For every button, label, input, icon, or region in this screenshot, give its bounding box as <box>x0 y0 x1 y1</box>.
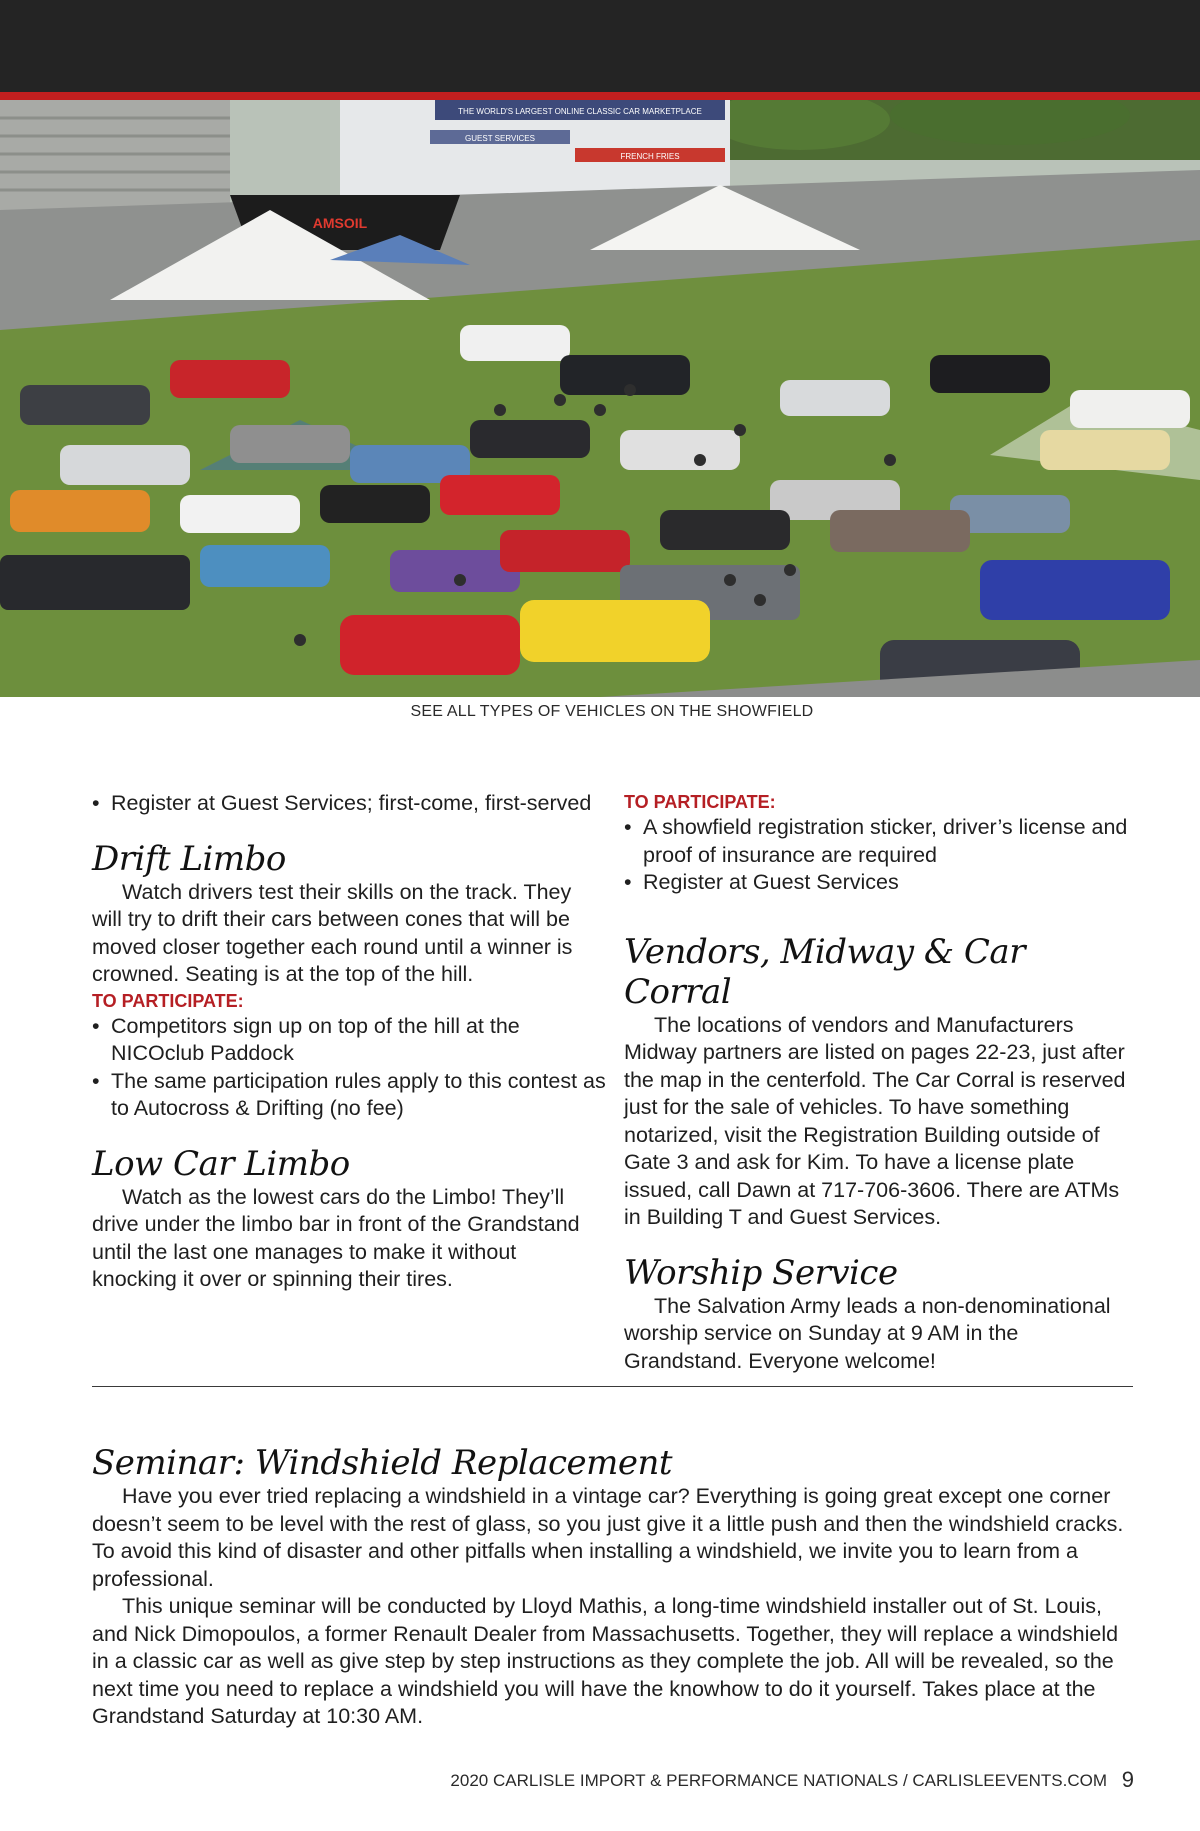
seminar-paragraph: This unique seminar will be conducted by Lloyd Mathis, a long-time windshield installer out of St. Louis, and Nick Dimopoulos, a former Renault Dealer from Massachusetts. Together, they will replace a windshield in a classic car as well as give step by step instructions as they complete the job. All will be revealed, so the next time you need to replace a windshield you will have the knowhow to do it yourself. Takes place at the Grandstand Saturday at 10:30 AM. <box>92 1594 1119 1728</box>
photo-sign-marketplace: THE WORLD'S LARGEST ONLINE CLASSIC CAR MARKETPLACE <box>458 107 702 116</box>
header-accent-stripe <box>0 92 1200 100</box>
worship-heading: Worship Service <box>624 1252 898 1293</box>
participate-bullet-list <box>624 814 1134 897</box>
footer-separator: / <box>902 1771 908 1790</box>
photo-sign-fries: FRENCH FRIES <box>620 152 680 161</box>
drift-limbo-bullet-list <box>92 1013 606 1123</box>
seminar-paragraph: Have you ever tried replacing a windshield in a vintage car? Everything is going great except one corner doesn’t seem to be level with the rest of glass, so you just give it a little push and then the windshield cracks. To avoid this kind of disaster and other pitfalls when installing a windshield, we invite you to learn from a professional. <box>92 1484 1124 1591</box>
vendors-text: The locations of vendors and Manufacturers Midway partners are listed on pages 22-23, just after the map in the centerfold. The Car Corral is reserved just for the sale of vehicles. To have something notarized, visit the Registration Building outside of Gate 3 and ask for Kim. To have a license plate issued, call Dawn at 717-706-3606. There are ATMs in Building T and Guest Services. <box>624 1012 1126 1229</box>
page-header-band <box>0 0 1200 92</box>
drift-limbo-bullet-item: • The same participation rules apply to this contest as to Autocross & Drifting (no fee) <box>92 1068 606 1123</box>
drift-limbo-participate-label: TO PARTICIPATE: <box>92 990 244 1011</box>
section-divider <box>92 1386 1133 1387</box>
showfield-photo <box>0 100 1200 697</box>
drift-limbo-text: Watch drivers test their skills on the track. They will try to drift their cars between cones that will be moved closer together each round until a winner is crowned. Seating is at the top of the hill. <box>92 879 573 986</box>
photo-sign-amsoil: AMSOIL <box>312 215 368 231</box>
drift-limbo-bullet-item: • Competitors sign up on top of the hill at the NICOclub Paddock <box>92 1013 606 1068</box>
page-number: 9 <box>1121 1767 1134 1792</box>
footer-publication: 2020 CARLISLE IMPORT & PERFORMANCE NATIONALS <box>450 1771 899 1790</box>
participate-bullet-item: • A showfield registration sticker, driver’s license and proof of insurance are required <box>624 814 1134 869</box>
footer-website: CARLISLEEVENTS.COM <box>912 1771 1108 1790</box>
seminar-heading: Seminar: Windshield Replacement <box>92 1443 673 1483</box>
worship-text: The Salvation Army leads a non-denominational worship service on Sunday at 9 AM in the Grandstand. Everyone welcome! <box>624 1293 1111 1373</box>
drift-limbo-heading: Drift Limbo <box>92 838 286 879</box>
photo-sign-guest-services: GUEST SERVICES <box>465 134 535 143</box>
intro-bullet-list <box>92 790 606 818</box>
participate-bullet-item: • Register at Guest Services <box>624 869 1134 897</box>
photo-caption: SEE ALL TYPES OF VEHICLES ON THE SHOWFIELD <box>410 703 814 720</box>
vendors-heading: Vendors, Midway & Car Corral <box>624 931 1025 1012</box>
seminar-section <box>92 1443 1137 1731</box>
page-footer <box>450 1766 1134 1792</box>
right-column <box>624 790 1134 1375</box>
participate-label: TO PARTICIPATE: <box>624 792 776 812</box>
low-car-limbo-text: Watch as the lowest cars do the Limbo! They’ll drive under the limbo bar in front of the Grandstand until the last one manages to make it without knocking it over or spinning their tires. <box>92 1184 580 1291</box>
low-car-limbo-heading: Low Car Limbo <box>92 1143 350 1184</box>
left-column <box>92 790 606 1294</box>
intro-bullet-item: • Register at Guest Services; first-come, first-served <box>92 790 606 818</box>
